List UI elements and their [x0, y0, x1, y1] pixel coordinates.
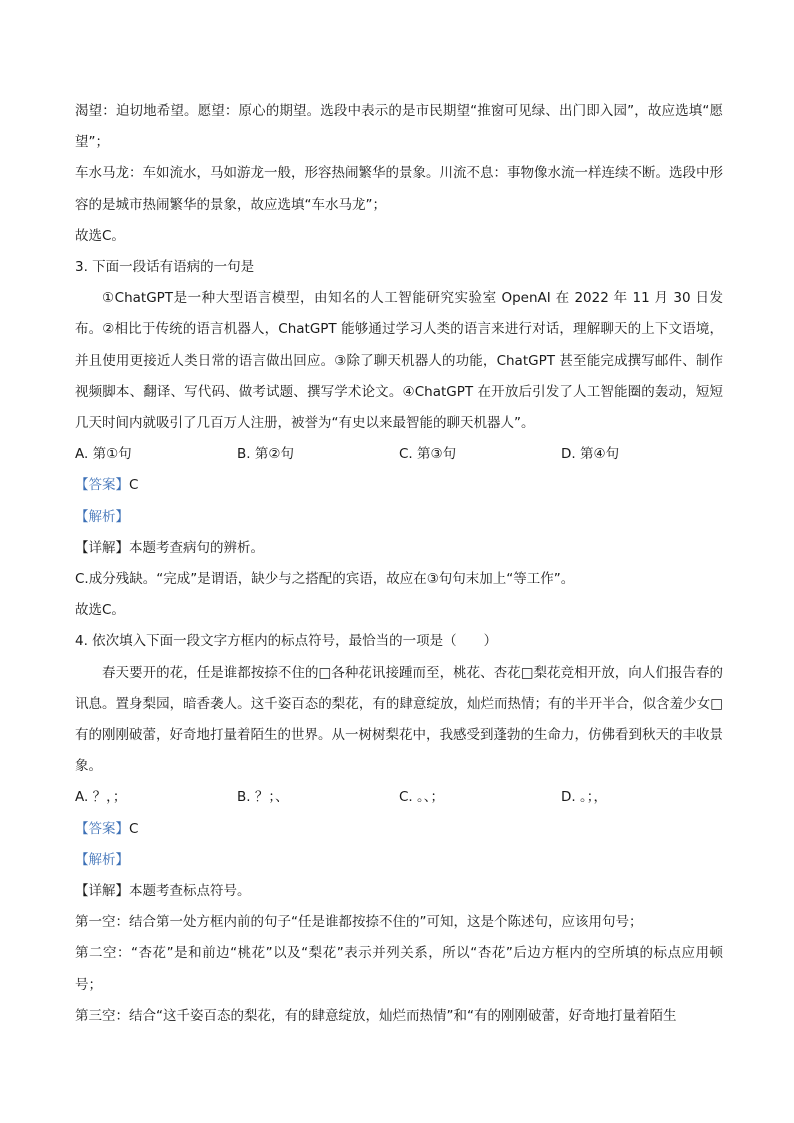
question-4-detail: 【详解】本题考查标点符号。 — [75, 883, 251, 900]
question-4-blank-2: 第二空：“杏花”是和前边“桃花”以及“梨花”表示并列关系，所以“杏花”后边方框内的空所填的标点应用顿号； — [75, 945, 723, 993]
question-3-analysis — [75, 502, 723, 533]
answer-value: C — [129, 477, 139, 494]
question-3-passage: ①ChatGPT是一种大型语言模型，由知名的人工智能研究实验室 OpenAI 在 2022 年 11 月 30 日发布。②相比于传统的语言机器人，ChatGPT 能够通过学习人类的语言来进行对话，理解聊天的上下文语境，并且使用更接近人类日常的语言做出回应。③除了聊天机器人的功能，ChatGPT 甚至能完成撰写邮件、制作视频脚本、翻译、写代码、做考试题、撰写学术论文。④ChatGPT 在开放后引发了人工智能圈的轰动，短短几天时间内就吸引了几百万人注册，被誉为“有史以来最智能的聊天机器人”。 — [75, 290, 723, 432]
option-d: D. 第④句 — [561, 446, 620, 463]
question-4-analysis — [75, 845, 723, 876]
option-b: B. 第②句 — [237, 446, 294, 463]
analysis-tag: 【解析】 — [75, 508, 129, 525]
option-c: C. 。、； — [399, 789, 445, 806]
question-3-detail-2: C.成分残缺。“完成”是谓语，缺少与之搭配的宾语，故应在③句句末加上“等工作”。 — [75, 571, 575, 588]
question-4-passage: 春天要开的花，任是谁都按捺不住的□各种花讯接踵而至，桃花、杏花□梨花竞相开放，向人们报告春的讯息。置身梨园，暗香袭人。这千姿百态的梨花，有的肆意绽放，灿烂而热情；有的半开半合，似含羞少女□有的刚刚破蕾，好奇地打量着陌生的世界。从一树树梨花中，我感受到蓬勃的生命力，仿佛看到秋天的丰收景象。 — [75, 664, 723, 775]
question-3-detail: 【详解】本题考查病句的辨析。 — [75, 539, 264, 556]
option-b: B. ？；、 — [237, 789, 289, 806]
question-4-title: 4. 依次填入下面一段文字方框内的标点符号，最恰当的一项是（ ） — [75, 633, 498, 650]
option-a: A. 第①句 — [75, 446, 132, 463]
answer-value: C — [129, 820, 139, 837]
question-4-options — [75, 782, 723, 813]
option-d: D. 。；， — [561, 789, 607, 806]
question-4-answer — [75, 814, 723, 845]
question-3-title: 3. 下面一段话有语病的一句是 — [75, 259, 255, 276]
paragraph-chengyu: 车水马龙：车如流水，马如游龙一般，形容热闹繁华的景象。川流不息：事物像水流一样连续不断。选段中形容的是城市热闹繁华的景象，故应选填“车水马龙”； — [75, 165, 723, 213]
conclusion-q2: 故选C。 — [75, 227, 125, 244]
question-4-blank-3: 第三空：结合“这千姿百态的梨花，有的肆意绽放，灿烂而热情”和“有的刚刚破蕾，好奇地打量着陌生 — [75, 1007, 677, 1024]
question-3-answer — [75, 470, 723, 501]
answer-tag: 【答案】 — [75, 477, 129, 494]
document-body — [75, 96, 723, 1032]
question-3-conclusion: 故选C。 — [75, 602, 125, 619]
question-4-blank-1: 第一空：结合第一处方框内前的句子“任是谁都按捺不住的”可知，这是个陈述句，应该用句号； — [75, 914, 643, 931]
option-a: A. ？，； — [75, 789, 127, 806]
option-c: C. 第③句 — [399, 446, 457, 463]
question-3-options — [75, 439, 723, 470]
analysis-tag: 【解析】 — [75, 851, 129, 868]
paragraph-kewang-yuanwang: 渴望：迫切地希望。愿望：原心的期望。选段中表示的是市民期望“推窗可见绿、出门即入园”，故应选填“愿望”； — [75, 103, 723, 151]
answer-tag: 【答案】 — [75, 820, 129, 837]
